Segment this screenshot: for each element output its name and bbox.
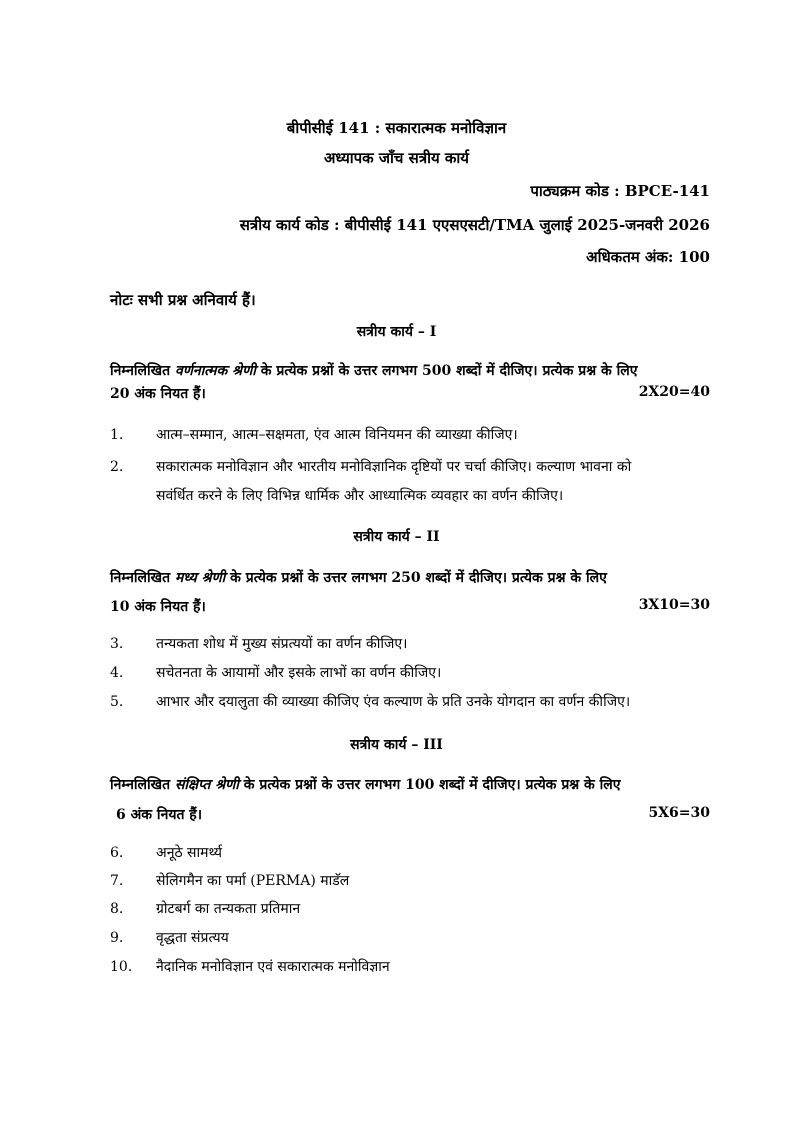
question-number: 9. bbox=[110, 930, 124, 946]
question-number: 2. bbox=[110, 459, 124, 475]
question-text: वृद्धता संप्रत्यय bbox=[156, 930, 229, 946]
question-number: 7. bbox=[110, 873, 124, 889]
instruction-post: के प्रत्येक प्रश्नों के उत्तर लगभग 500 शब्दों में दीजिए। प्रत्येक प्रश्न के लिए bbox=[255, 363, 638, 379]
instruction-post: के प्रत्येक प्रश्नों के उत्तर लगभग 100 शब्दों में दीजिए। प्रत्येक प्रश्न के लिए bbox=[238, 777, 621, 793]
section-title-2: सत्रीय कार्य – II bbox=[353, 529, 440, 545]
instruction-emphasis: मध्य श्रेणी bbox=[174, 570, 226, 586]
question-number: 3. bbox=[110, 636, 124, 652]
question-text: सकारात्मक मनोविज्ञान और भारतीय मनोविज्ञानिक दृष्टियों पर चर्चा कीजिए। कल्याण भावना को bbox=[156, 459, 632, 475]
question-number: 10. bbox=[110, 959, 133, 975]
question-text: अनूठे सामर्थ्य bbox=[156, 845, 223, 861]
section-marks-2: 3X10=30 bbox=[638, 597, 710, 613]
question-text: आत्म–सम्मान, आत्म–सक्षमता, एंव आत्म विनियमन की व्याख्या कीजिए। bbox=[156, 427, 518, 443]
section-title-1: सत्रीय कार्य – I bbox=[356, 324, 437, 340]
course-code: पाठ्यक्रम कोड : BPCE-141 bbox=[530, 182, 710, 200]
course-title: बीपीसीई 141 : सकारात्मक मनोविज्ञान bbox=[286, 119, 507, 137]
question-number: 8. bbox=[110, 901, 124, 917]
note: नोटः सभी प्रश्न अनिवार्य हैं। bbox=[110, 291, 256, 309]
question-number: 5. bbox=[110, 694, 124, 710]
instruction-pre: निम्नलिखित bbox=[110, 570, 175, 586]
instruction-emphasis: वर्णनात्मक श्रेणी bbox=[174, 363, 256, 379]
question-text: ग्रोटबर्ग का तन्यकता प्रतिमान bbox=[156, 901, 301, 917]
section-instruction-1 bbox=[110, 361, 637, 380]
section-title-3: सत्रीय कार्य – III bbox=[350, 737, 443, 753]
question-text: आभार और दयालुता की व्याख्या कीजिए एंव कल्याण के प्रति उनके योगदान का वर्णन कीजिए। bbox=[156, 694, 631, 710]
question-text: सचेतनता के आयामों और इसके लाभों का वर्णन कीजिए। bbox=[156, 665, 442, 681]
question-number: 4. bbox=[110, 665, 124, 681]
section-instruction-line2-2: 10 अंक नियत हैं। bbox=[110, 599, 206, 615]
document-title: अध्यापक जाँच सत्रीय कार्य bbox=[323, 149, 470, 167]
section-instruction-3 bbox=[110, 775, 621, 794]
instruction-emphasis: संक्षिप्त श्रेणी bbox=[174, 777, 239, 793]
instruction-post: के प्रत्येक प्रश्नों के उत्तर लगभग 250 शब्दों में दीजिए। प्रत्येक प्रश्न के लिए bbox=[225, 570, 607, 586]
question-text-continued: सवंर्धित करने के लिए विभिन्न धार्मिक और आध्यात्मिक व्यवहार का वर्णन कीजिए। bbox=[156, 488, 564, 504]
section-marks-1: 2X20=40 bbox=[638, 384, 710, 400]
question-text: नैदानिक मनोविज्ञान एवं सकारात्मक मनोविज्ञान bbox=[156, 959, 390, 975]
section-marks-3: 5X6=30 bbox=[648, 805, 710, 821]
question-number: 1. bbox=[110, 427, 124, 443]
max-marks: अधिकतम अंक: 100 bbox=[586, 248, 710, 266]
section-instruction-line2-1: 20 अंक नियत हैं। bbox=[110, 386, 206, 402]
section-instruction-line2-3: 6 अंक नियत हैं। bbox=[116, 807, 203, 823]
question-text: सेलिगमैन का पर्मा (PERMA) माडॅल bbox=[156, 873, 350, 889]
question-number: 6. bbox=[110, 845, 124, 861]
instruction-pre: निम्नलिखित bbox=[110, 363, 175, 379]
assignment-code: सत्रीय कार्य कोड : बीपीसीई 141 एएसएसटी/TMA जुलाई 2025-जनवरी 2026 bbox=[239, 216, 710, 234]
section-instruction-2 bbox=[110, 568, 607, 587]
instruction-pre: निम्नलिखित bbox=[110, 777, 175, 793]
question-text: तन्यकता शोध में मुख्य संप्रत्ययों का वर्णन कीजिए। bbox=[156, 636, 408, 652]
